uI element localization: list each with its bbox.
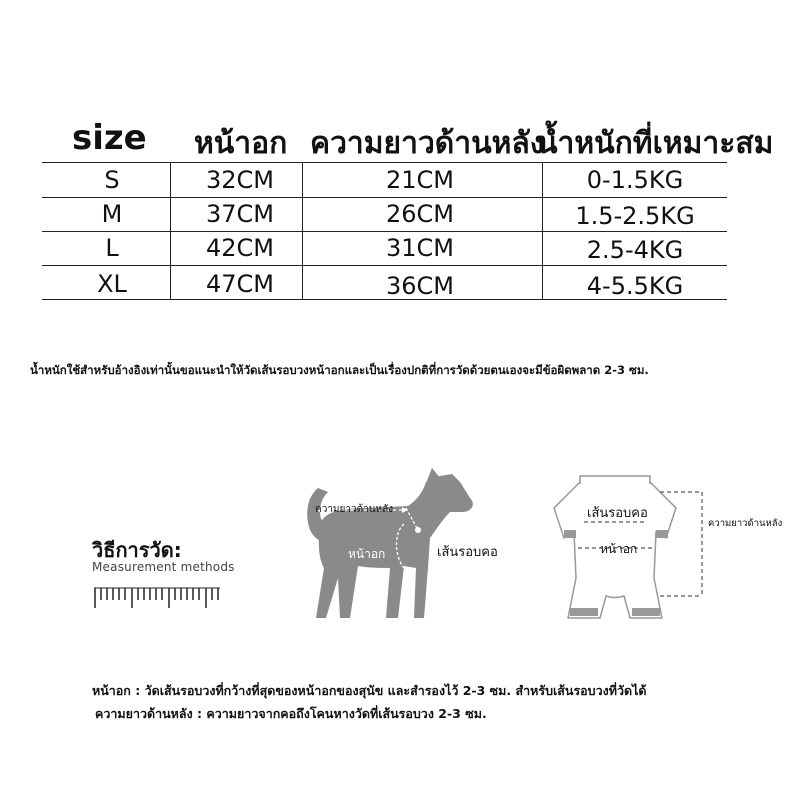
header-size: size [72, 118, 147, 158]
table-divider [302, 162, 303, 299]
cell-chest: 32CM [205, 166, 274, 194]
cell-back: 21CM [385, 166, 454, 194]
clothes-back-label: ความยาวด้านหลัง [708, 518, 783, 529]
methods-title: วิธีการวัด: [92, 538, 182, 562]
clothes-neck-label: เส้นรอบคอ [587, 506, 648, 521]
cell-weight: 4-5.5KG [586, 272, 684, 300]
definition-back-length: ความยาวด้านหลัง : ความยาวจากคอถึงโคนหางวัดที่เส้นรอบวง 2-3 ซม. [95, 706, 487, 721]
cell-size: S [104, 166, 120, 194]
cell-size: XL [97, 270, 127, 298]
cell-weight: 1.5-2.5KG [575, 202, 695, 230]
table-divider [42, 162, 727, 163]
ruler-icon [92, 578, 222, 612]
clothes-chest-label: หน้าอก [600, 542, 638, 556]
definition-chest: หน้าอก : วัดเส้นรอบวงที่กว้างที่สุดของหน้าอกของสุนัข และสำรองไว้ 2-3 ซม. สำหรับเส้นรอบวงที่วัดได้ [92, 683, 647, 698]
cell-back: 36CM [385, 272, 454, 300]
cell-size: M [101, 200, 123, 228]
cell-chest: 47CM [205, 270, 274, 298]
header-weight: น้ำหนักที่เหมาะสม [537, 126, 774, 161]
table-divider [42, 265, 727, 266]
header-chest: หน้าอก [194, 126, 288, 161]
dog-chest-label: หน้าอก [348, 547, 386, 561]
cell-back: 26CM [385, 200, 454, 228]
dog-back-label: ความยาวด้านหลัง [315, 504, 394, 515]
table-divider [42, 231, 727, 232]
cell-weight: 0-1.5KG [586, 166, 684, 194]
table-divider [42, 197, 727, 198]
cell-chest: 37CM [205, 200, 274, 228]
cell-chest: 42CM [205, 234, 274, 262]
methods-subtitle: Measurement methods [92, 560, 235, 574]
cell-back: 31CM [385, 234, 454, 262]
table-divider [542, 162, 543, 299]
table-divider [170, 162, 171, 299]
header-back-length: ความยาวด้านหลัง [310, 126, 545, 161]
cell-weight: 2.5-4KG [586, 236, 684, 264]
cell-size: L [105, 234, 119, 262]
dog-neck-label: เส้นรอบคอ [437, 545, 498, 560]
weight-note: น้ำหนักใช้สำหรับอ้างอิงเท่านั้นขอแนะนำให้วัดเส้นรอบวงหน้าอกและเป็นเรื่องปกติที่การวัดด้วยตนเองจะมีข้อผิดพลาด 2-3 ซม. [30, 363, 649, 377]
